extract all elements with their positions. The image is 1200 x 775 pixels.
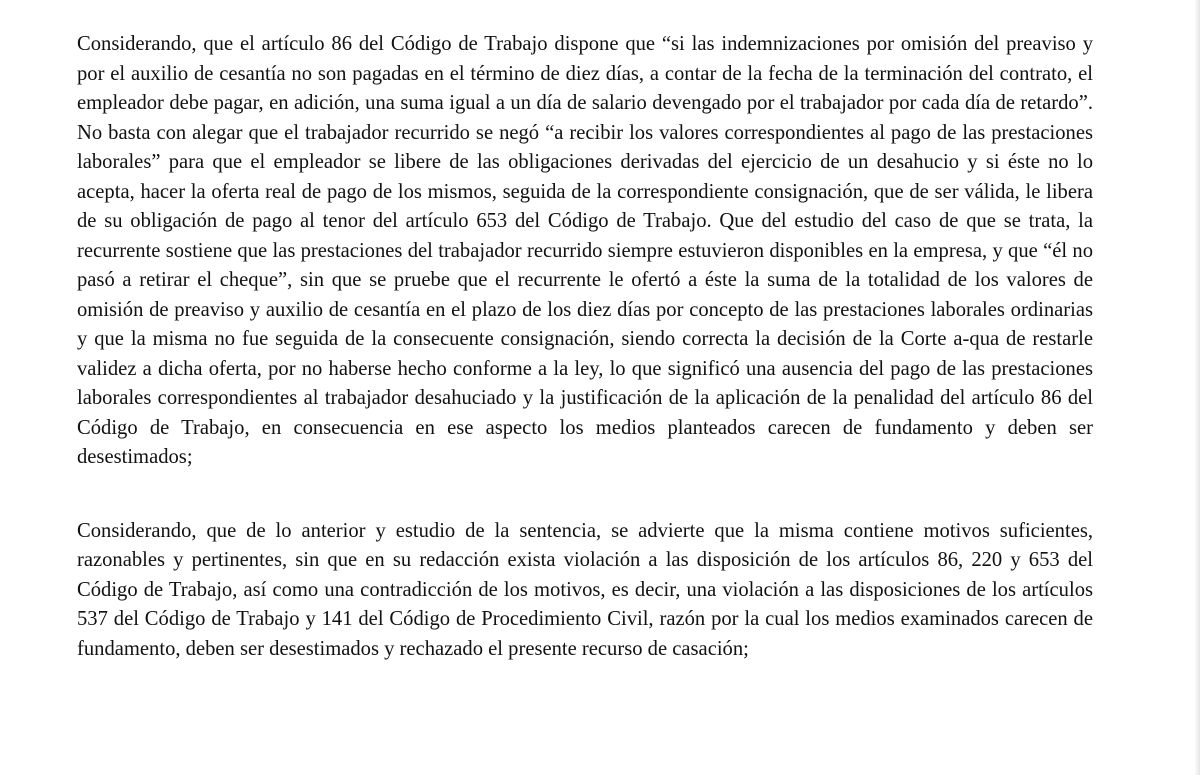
page-edge-shadow bbox=[1194, 0, 1200, 775]
paragraph-considerando-2: Considerando, que de lo anterior y estudio de la sentencia, se advierte que la misma contiene motivos suficientes, razonables y pertinentes, sin que en su redacción exista violación a las disposición de los artículos 86, 220 y 653 del Código de Trabajo, así como una contradicción de los motivos, es decir, una violación a las disposiciones de los artículos 537 del Código de Trabajo y 141 del Código de Procedimiento Civil, razón por la cual los medios examinados carecen de fundamento, deben ser desestimados y rechazado el presente recurso de casación; bbox=[77, 519, 1093, 660]
paragraph-considerando-1: Considerando, que el artículo 86 del Código de Trabajo dispone que “si las indemnizaciones por omisión del preaviso y por el auxilio de cesantía no son pagadas en el término de diez días, a contar de la fecha de la terminación del contrato, el empleador debe pagar, en adición, una suma igual a un día de salario devengado por el trabajador por cada día de retardo”. No basta con alegar que el trabajador recurrido se negó “a recibir los valores correspondientes al pago de las prestaciones laborales” para que el empleador se libere de las obligaciones derivadas del ejercicio de un desahucio y si éste no lo acepta, hacer la oferta real de pago de los mismos, seguida de la correspondiente consignación, que de ser válida, le libera de su obligación de pago al tenor del artículo 653 del Código de Trabajo. Que del estudio del caso de que se trata, la recurrente sostiene que las prestaciones del trabajador recurrido siempre estuvieron disponibles en la empresa, y que “él no pasó a retirar el cheque”, sin que se pruebe que el recurrente le ofertó a éste la suma de la totalidad de los valores de omisión de preaviso y auxilio de cesantía en el plazo de los diez días por concepto de las prestaciones laborales ordinarias y que la misma no fue seguida de la consecuente consignación, siendo correcta la decisión de la Corte a-qua de restarle validez a dicha oferta, por no haberse hecho conforme a la ley, lo que significó una ausencia del pago de las prestaciones laborales correspondientes al trabajador desahuciado y la justificación de la aplicación de la penalidad del artículo 86 del Código de Trabajo, en consecuencia en ese aspecto los medios planteados carecen de fundamento y deben ser desestimados; bbox=[77, 33, 1093, 468]
